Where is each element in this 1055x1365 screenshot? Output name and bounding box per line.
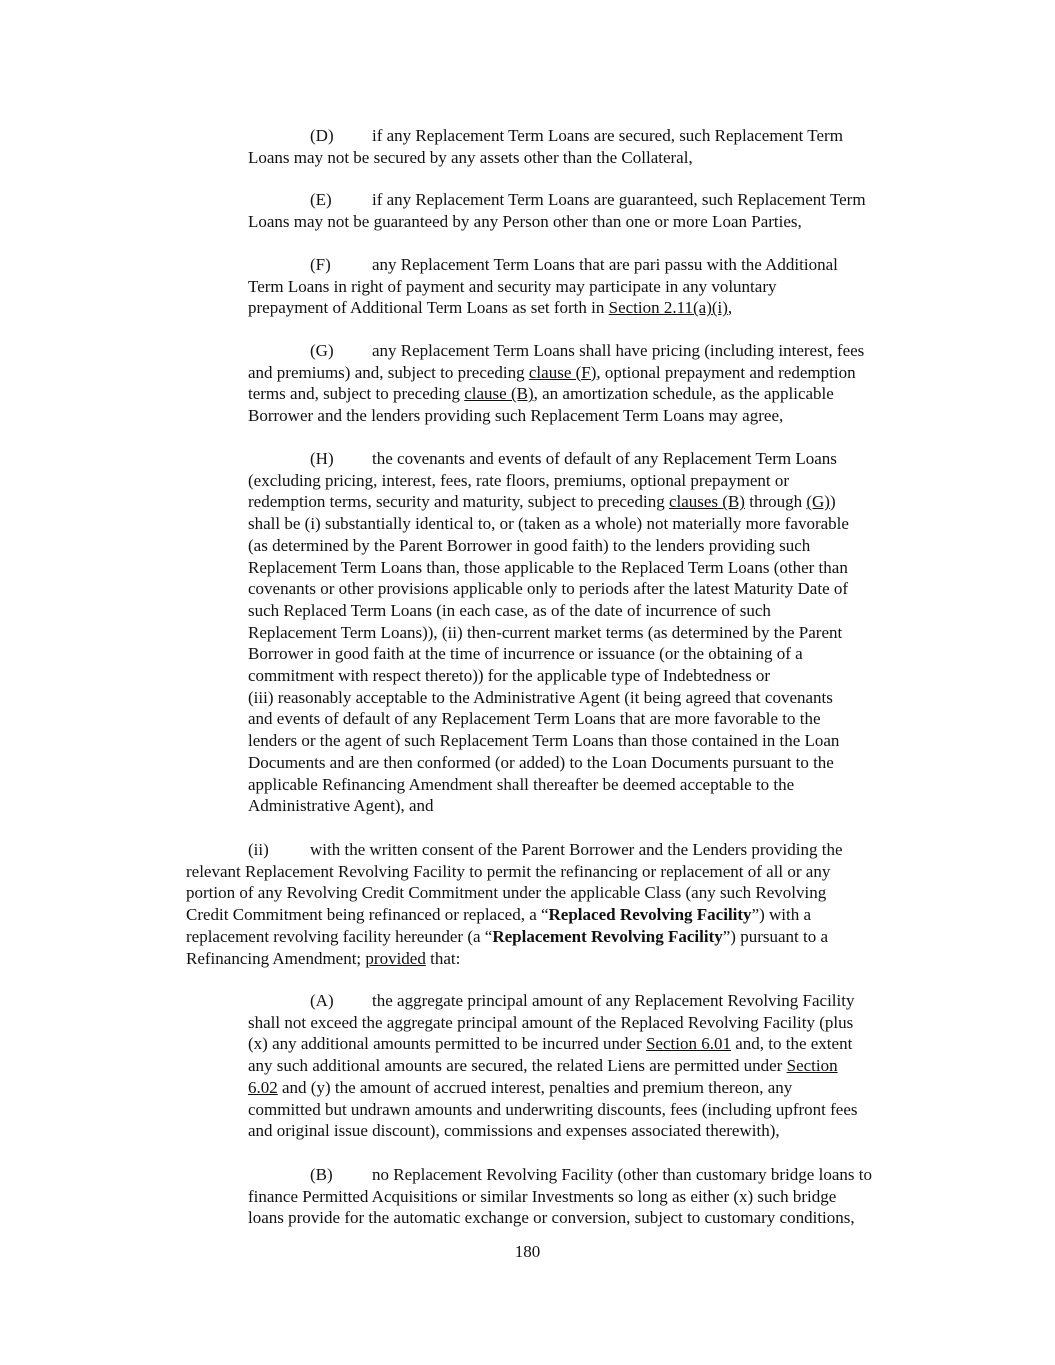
paragraph-line xyxy=(248,1120,936,1142)
paragraph-line xyxy=(248,276,936,298)
paragraph-h xyxy=(248,448,936,817)
cross-reference: Section 2.11(a)(i) xyxy=(608,298,728,318)
paragraph-label: (A) xyxy=(310,991,334,1010)
paragraph-line xyxy=(248,1055,936,1077)
text-run: Documents and are then conformed (or added) to the Loan Documents pursuant to the xyxy=(248,752,834,772)
text-run: ”) pursuant to a xyxy=(722,926,829,946)
text-run: the covenants and events of default of any Replacement Term Loans xyxy=(372,449,837,468)
text-run: , an amortization schedule, as the applicable xyxy=(533,384,834,404)
paragraph-a xyxy=(248,990,936,1142)
text-run: , xyxy=(727,298,733,318)
text-run: (as determined by the Parent Borrower in good faith) to the lenders providing such xyxy=(248,535,811,555)
paragraph-line xyxy=(186,882,936,904)
paragraph-line xyxy=(248,622,936,644)
text-run: the aggregate principal amount of any Replacement Revolving Facility xyxy=(372,991,855,1010)
paragraph-e xyxy=(248,189,936,232)
text-run: (x) any additional amounts permitted to be incurred under xyxy=(248,1034,646,1054)
text-run: any such additional amounts are secured, the related Liens are permitted under xyxy=(248,1056,787,1076)
paragraph-line xyxy=(248,1012,936,1034)
paragraph-label: (H) xyxy=(310,449,334,468)
text-run: and premiums) and, subject to preceding xyxy=(248,362,529,382)
paragraph-line xyxy=(248,340,936,362)
page-number: 180 xyxy=(514,1242,541,1261)
text-run: through xyxy=(744,492,807,512)
text-run: no Replacement Revolving Facility (other than customary bridge loans to xyxy=(372,1165,872,1184)
paragraph-line xyxy=(248,405,936,427)
text-run: commitment with respect thereto)) for the applicable type of Indebtedness or xyxy=(248,666,771,686)
cross-reference: Section xyxy=(786,1056,838,1076)
text-run: Term Loans in right of payment and security may participate in any voluntary xyxy=(248,276,777,296)
paragraph-line xyxy=(248,1033,936,1055)
text-run: Replacement Term Loans)), (ii) then-current market terms (as determined by the Parent xyxy=(248,622,843,642)
paragraph-line xyxy=(248,557,936,579)
text-run: Borrower and the lenders providing such Replacement Term Loans may agree, xyxy=(248,406,784,426)
text-run: covenants or other provisions applicable only to periods after the latest Maturity Date of xyxy=(248,579,849,599)
text-run: , optional prepayment and redemption xyxy=(596,362,856,382)
text-run: replacement revolving facility hereunder (a “ xyxy=(186,926,493,946)
paragraph-line xyxy=(248,211,936,233)
text-run: finance Permitted Acquisitions or similar Investments so long as either (x) such bridge xyxy=(248,1186,837,1206)
cross-reference: clauses (B) xyxy=(668,492,745,512)
text-run: (excluding pricing, interest, fees, rate floors, premiums, optional prepayment or xyxy=(248,470,790,490)
paragraph-line xyxy=(248,513,936,535)
paragraph-line xyxy=(248,470,936,492)
paragraph-ii xyxy=(186,839,936,969)
paragraph-line xyxy=(186,839,936,861)
paragraph-line xyxy=(248,1164,936,1186)
text-run: loans provide for the automatic exchange or conversion, subject to customary conditions, xyxy=(248,1208,855,1228)
paragraph-label: (D) xyxy=(310,126,334,145)
text-run: any Replacement Term Loans that are pari passu with the Additional xyxy=(372,255,838,274)
text-run: Refinancing Amendment; xyxy=(186,948,366,968)
text-run: portion of any Revolving Credit Commitment under the applicable Class (any such Revolving xyxy=(186,883,827,903)
paragraph-line xyxy=(248,752,936,774)
text-run: ) xyxy=(829,492,836,512)
paragraph-line xyxy=(248,687,936,709)
paragraph-line xyxy=(186,948,936,970)
text-run: relevant Replacement Revolving Facility to permit the refinancing or replacement of all or any xyxy=(186,861,831,881)
paragraph-line xyxy=(248,383,936,405)
text-run: and (y) the amount of accrued interest, penalties and premium thereon, any xyxy=(277,1077,793,1097)
paragraph-label: (G) xyxy=(310,341,334,360)
cross-reference: clause (F) xyxy=(528,362,597,382)
text-run: any Replacement Term Loans shall have pricing (including interest, fees xyxy=(372,341,865,360)
text-run: if any Replacement Term Loans are secured, such Replacement Term xyxy=(372,126,843,145)
text-run: prepayment of Additional Term Loans as set forth in xyxy=(248,298,609,318)
text-run: Borrower in good faith at the time of incurrence or issuance (or the obtaining of a xyxy=(248,644,803,664)
paragraph-line xyxy=(248,1077,936,1099)
text-run: shall not exceed the aggregate principal amount of the Replaced Revolving Facility (plus xyxy=(248,1012,854,1032)
defined-term: Replacement Revolving Facility xyxy=(492,926,723,946)
paragraph-line xyxy=(186,904,936,926)
paragraph-line xyxy=(186,861,936,883)
paragraph-line xyxy=(248,730,936,752)
paragraph-line xyxy=(248,708,936,730)
paragraph-line xyxy=(248,600,936,622)
text-run: Administrative Agent), and xyxy=(248,796,434,816)
paragraph-line xyxy=(248,491,936,513)
paragraph-line xyxy=(248,795,936,817)
paragraph-line xyxy=(248,578,936,600)
paragraph-line xyxy=(248,297,936,319)
paragraph-line xyxy=(248,1099,936,1121)
text-run: that: xyxy=(425,948,461,968)
text-run: (iii) reasonably acceptable to the Administrative Agent (it being agreed that covenants xyxy=(248,687,833,707)
text-run: if any Replacement Term Loans are guaranteed, such Replacement Term xyxy=(372,190,866,209)
paragraph-line xyxy=(248,535,936,557)
paragraph-line xyxy=(248,643,936,665)
paragraph-b xyxy=(248,1164,936,1229)
defined-term: Replaced Revolving Facility xyxy=(548,905,752,925)
text-run: ”) with a xyxy=(751,905,812,925)
text-run: terms and, subject to preceding xyxy=(248,384,465,404)
text-run: applicable Refinancing Amendment shall thereafter be deemed acceptable to the xyxy=(248,774,795,794)
text-run: shall be (i) substantially identical to, or (taken as a whole) not materially more favorable xyxy=(248,514,849,534)
text-run: and original issue discount), commissions and expenses associated therewith), xyxy=(248,1121,780,1141)
paragraph-line xyxy=(248,189,936,211)
text-run: and, to the extent xyxy=(730,1034,853,1054)
paragraph-label: (E) xyxy=(310,190,332,209)
text-run: lenders or the agent of such Replacement Term Loans than those contained in the Loan xyxy=(248,731,840,751)
cross-reference: provided xyxy=(365,948,426,968)
paragraph-f xyxy=(248,254,936,319)
text-run: Loans may not be secured by any assets other than the Collateral, xyxy=(248,147,693,167)
paragraph-g xyxy=(248,340,936,427)
paragraph-line xyxy=(248,254,936,276)
text-run: Replacement Term Loans than, those applicable to the Replaced Term Loans (other than xyxy=(248,557,848,577)
cross-reference: (G) xyxy=(806,492,830,512)
cross-reference: clause (B) xyxy=(464,384,534,404)
cross-reference: Section 6.01 xyxy=(645,1034,731,1054)
paragraph-line xyxy=(248,448,936,470)
paragraph-label: (ii) xyxy=(248,840,269,859)
text-run: with the written consent of the Parent Borrower and the Lenders providing the xyxy=(310,840,843,859)
paragraph-line xyxy=(248,125,936,147)
paragraph-label: (B) xyxy=(310,1165,333,1184)
text-run: and events of default of any Replacement Term Loans that are more favorable to the xyxy=(248,709,821,729)
paragraph-line xyxy=(248,362,936,384)
paragraph-d xyxy=(248,125,936,168)
text-run: such Replaced Term Loans (in each case, as of the date of incurrence of such xyxy=(248,600,771,620)
paragraph-line xyxy=(248,665,936,687)
paragraph-line xyxy=(248,774,936,796)
paragraph-line xyxy=(248,147,936,169)
text-run: redemption terms, security and maturity, subject to preceding xyxy=(248,492,669,512)
paragraph-line xyxy=(248,1186,936,1208)
cross-reference: 6.02 xyxy=(248,1077,278,1097)
text-run: Loans may not be guaranteed by any Person other than one or more Loan Parties, xyxy=(248,211,802,231)
text-run: Credit Commitment being refinanced or replaced, a “ xyxy=(186,905,549,925)
paragraph-line xyxy=(248,990,936,1012)
paragraph-label: (F) xyxy=(310,255,331,274)
paragraph-line xyxy=(248,1207,936,1229)
paragraph-line xyxy=(186,926,936,948)
text-run: committed but undrawn amounts and underwriting discounts, fees (including upfront fees xyxy=(248,1099,858,1119)
